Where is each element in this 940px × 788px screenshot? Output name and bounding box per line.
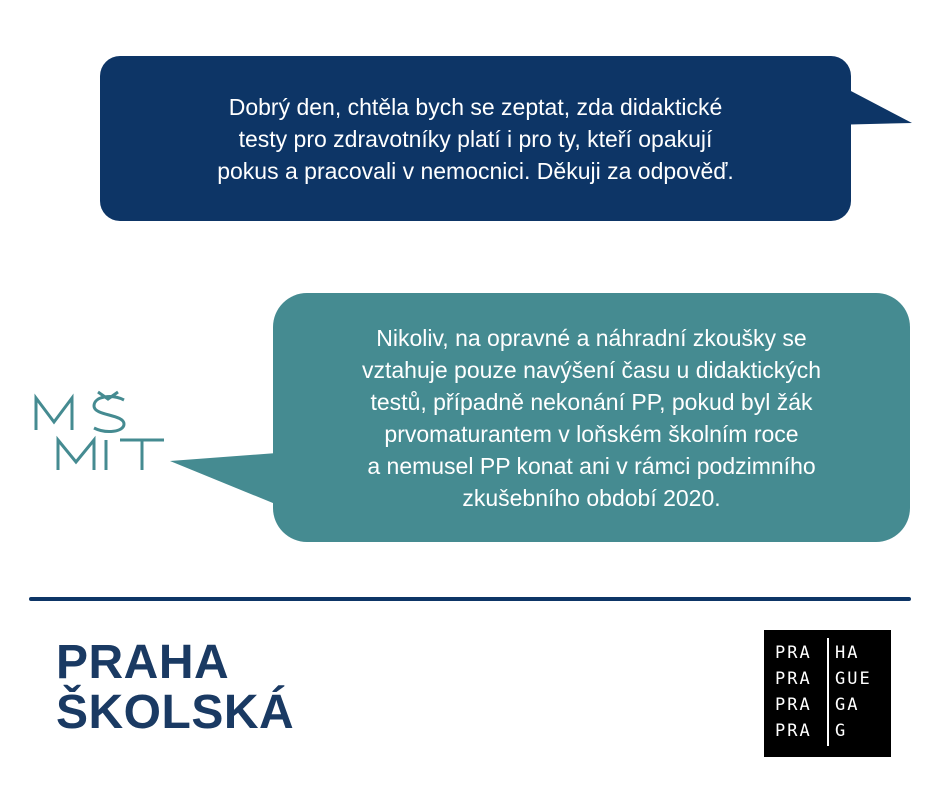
- prague-logo-separator: [827, 638, 829, 746]
- answer-text: [362, 322, 821, 514]
- prague-logo-right: G: [835, 721, 848, 741]
- answer-line: vztahuje pouze navýšení času u didaktických: [362, 356, 821, 383]
- prague-logo-left: PRA: [775, 643, 812, 663]
- answer-line: testů, případně nekonání PP, pokud byl žák: [370, 388, 813, 415]
- answer-tail-shape: [170, 452, 290, 510]
- prague-logo-right: HA: [835, 643, 860, 663]
- answer-line: prvomaturantem v loňském školním roce: [384, 420, 799, 447]
- praha-skolska-logo: [56, 638, 294, 738]
- praha-skolska-line1: PRAHA: [56, 636, 230, 689]
- prague-logo-left: PRA: [775, 695, 812, 715]
- answer-line: Nikoliv, na opravné a náhradní zkoušky se: [376, 324, 807, 351]
- prague-logo-right: GA: [835, 695, 860, 715]
- question-line: testy pro zdravotníky platí i pro ty, kteří opakují: [238, 125, 713, 152]
- answer-line: zkušebního období 2020.: [462, 484, 721, 511]
- question-line: pokus a pracovali v nemocnici. Děkuji za odpověď.: [217, 157, 734, 184]
- msmt-logo: [32, 390, 167, 478]
- prague-logo-left: PRA: [775, 721, 812, 741]
- prague-logo-left: PRA: [775, 669, 812, 689]
- section-divider: [29, 597, 911, 601]
- praha-skolska-line2: ŠKOLSKÁ: [56, 686, 295, 739]
- question-text: [217, 91, 734, 187]
- question-line: Dobrý den, chtěla bych se zeptat, zda didaktické: [228, 93, 723, 120]
- answer-line: a nemusel PP konat ani v rámci podzimního: [367, 452, 816, 479]
- prague-logo: [764, 630, 891, 757]
- question-bubble: [100, 56, 851, 221]
- answer-bubble: [273, 293, 910, 542]
- prague-logo-right: GUE: [835, 669, 872, 689]
